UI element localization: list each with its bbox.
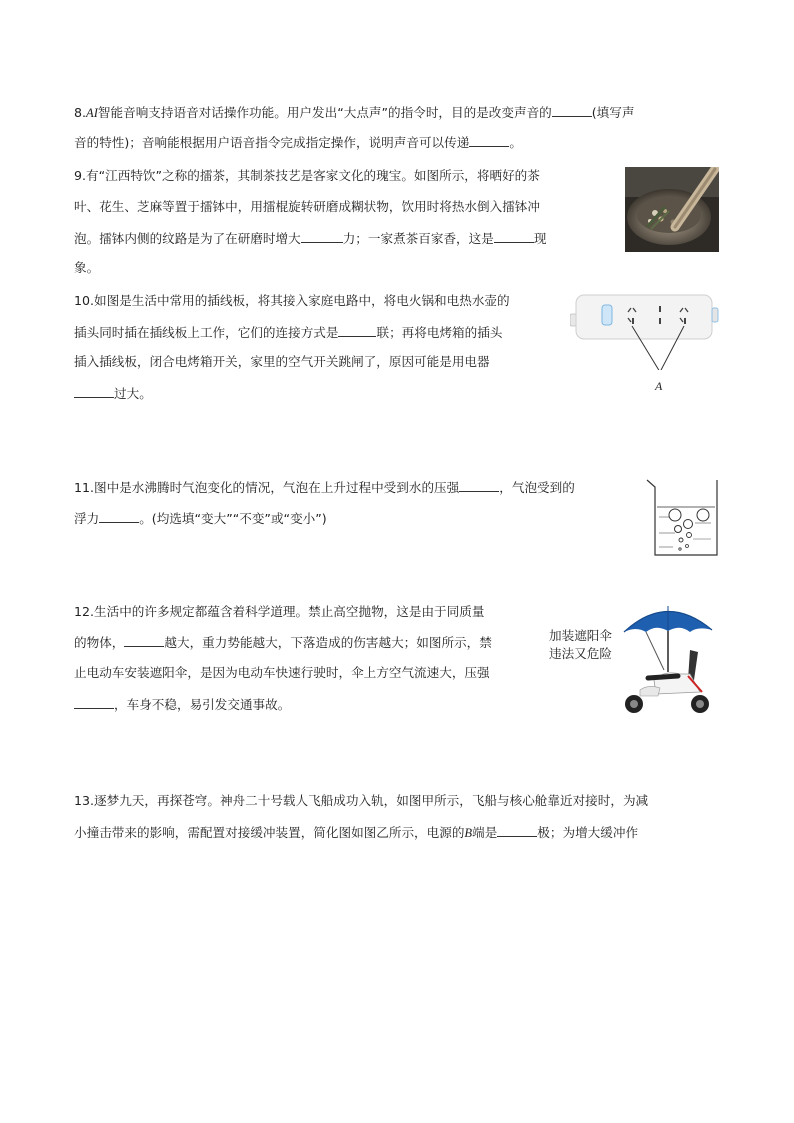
q8-text: 音的特性)；音响能根据用户语音指令完成指定操作，说明声音可以传递 [74, 135, 470, 150]
q13-text: 端是 [472, 825, 498, 840]
q11-text: 。(均选填“变大”“不变”或“变小”) [139, 511, 327, 526]
q13-term-b: B [464, 826, 473, 840]
power-strip-diagram [570, 290, 720, 370]
scooter-umbrella-image [618, 600, 716, 715]
q9-line-2: 叶、花生、芝麻等置于擂钵中，用擂棍旋转研磨成糊状物，饮用时将热水倒入擂钵冲 [74, 199, 540, 214]
q8-text: (填写声 [591, 105, 635, 120]
q9-line-1: 9.有“江西特饮”之称的擂茶，其制茶技艺是客家文化的瑰宝。如图所示，将晒好的茶 [74, 168, 540, 183]
q11-text: 浮力 [74, 511, 100, 526]
q13-text: 极；为增大缓冲作 [537, 825, 639, 840]
q12-line-4 [74, 696, 290, 713]
q12-text: 越大，重力势能越大，下落造成的伤害越大；如图所示，禁 [164, 635, 492, 650]
figure-label-a: A [655, 379, 663, 393]
q9-text: 泡。擂钵内侧的纹路是为了在研磨时增大 [74, 231, 301, 246]
q9-text: 现 [533, 231, 547, 246]
q12-blank-1[interactable] [124, 634, 164, 647]
q9-line-4: 象。 [74, 260, 100, 275]
q13-blank-1[interactable] [497, 824, 537, 837]
umbrella-warning-line-2: 违法又危险 [549, 646, 612, 661]
q8-blank-2[interactable] [469, 134, 509, 147]
q10-line-3: 插入插线板，闭合电烤箱开关，家里的空气开关跳闸了，原因可能是用电器 [74, 354, 490, 369]
q8-text: 智能音响支持语音对话操作功能。用户发出“大点声”的指令时，目的是改变声音的 [97, 105, 552, 120]
q9-blank-2[interactable] [494, 230, 534, 243]
beaker-bubbles-diagram [645, 477, 725, 559]
q11-blank-1[interactable] [459, 479, 499, 492]
q12-text: 的物体， [74, 635, 125, 650]
umbrella-warning-line-1: 加装遮阳伞 [549, 628, 612, 643]
q12-line-1: 12.生活中的许多规定都蕴含着科学道理。禁止高空抛物，这是由于同质量 [74, 604, 485, 619]
q8-ai-term: AI [86, 106, 98, 120]
q10-text: 过大。 [114, 386, 152, 401]
q8-line-2 [74, 134, 522, 151]
q8-line-1 [74, 104, 634, 121]
q10-blank-2[interactable] [74, 385, 114, 398]
q9-text: 力；一家煮茶百家香，这是 [342, 231, 494, 246]
q11-text: ，气泡受到的 [499, 480, 575, 495]
q11-line-2 [74, 510, 327, 527]
q12-blank-2[interactable] [74, 696, 114, 709]
q13-line-2 [74, 824, 638, 841]
q10-line-1: 10.如图是生活中常用的插线板，将其接入家庭电路中，将电火锅和电热水壶的 [74, 293, 510, 308]
q11-line-1 [74, 479, 575, 496]
q10-line-2 [74, 324, 502, 341]
q9-blank-1[interactable] [301, 230, 343, 243]
q11-blank-2[interactable] [99, 510, 139, 523]
q8-text: 。 [509, 135, 522, 150]
q13-line-1: 13.逐梦九天，再探苍穹。神舟二十号载人飞船成功入轨，如图甲所示，飞船与核心舱靠近对接时，为减 [74, 793, 649, 808]
q10-blank-1[interactable] [338, 324, 376, 337]
q12-line-2 [74, 634, 492, 651]
q8-blank-1[interactable] [552, 104, 592, 117]
q9-line-3 [74, 230, 546, 247]
q13-text: 小撞击带来的影响，需配置对接缓冲装置，简化图如图乙所示，电源的 [74, 825, 465, 840]
q11-text: 11.图中是水沸腾时气泡变化的情况，气泡在上升过程中受到水的压强 [74, 480, 460, 495]
tea-mortar-image [625, 167, 719, 252]
q12-line-3: 止电动车安装遮阳伞，是因为电动车快速行驶时，伞上方空气流速大，压强 [74, 665, 490, 680]
q10-text: 联；再将电烤箱的插头 [376, 325, 503, 340]
q10-line-4 [74, 385, 152, 402]
q8-number: 8. [74, 105, 87, 120]
q12-text: ，车身不稳，易引发交通事故。 [114, 697, 291, 712]
q10-text: 插头同时插在插线板上工作，它们的连接方式是 [74, 325, 339, 340]
